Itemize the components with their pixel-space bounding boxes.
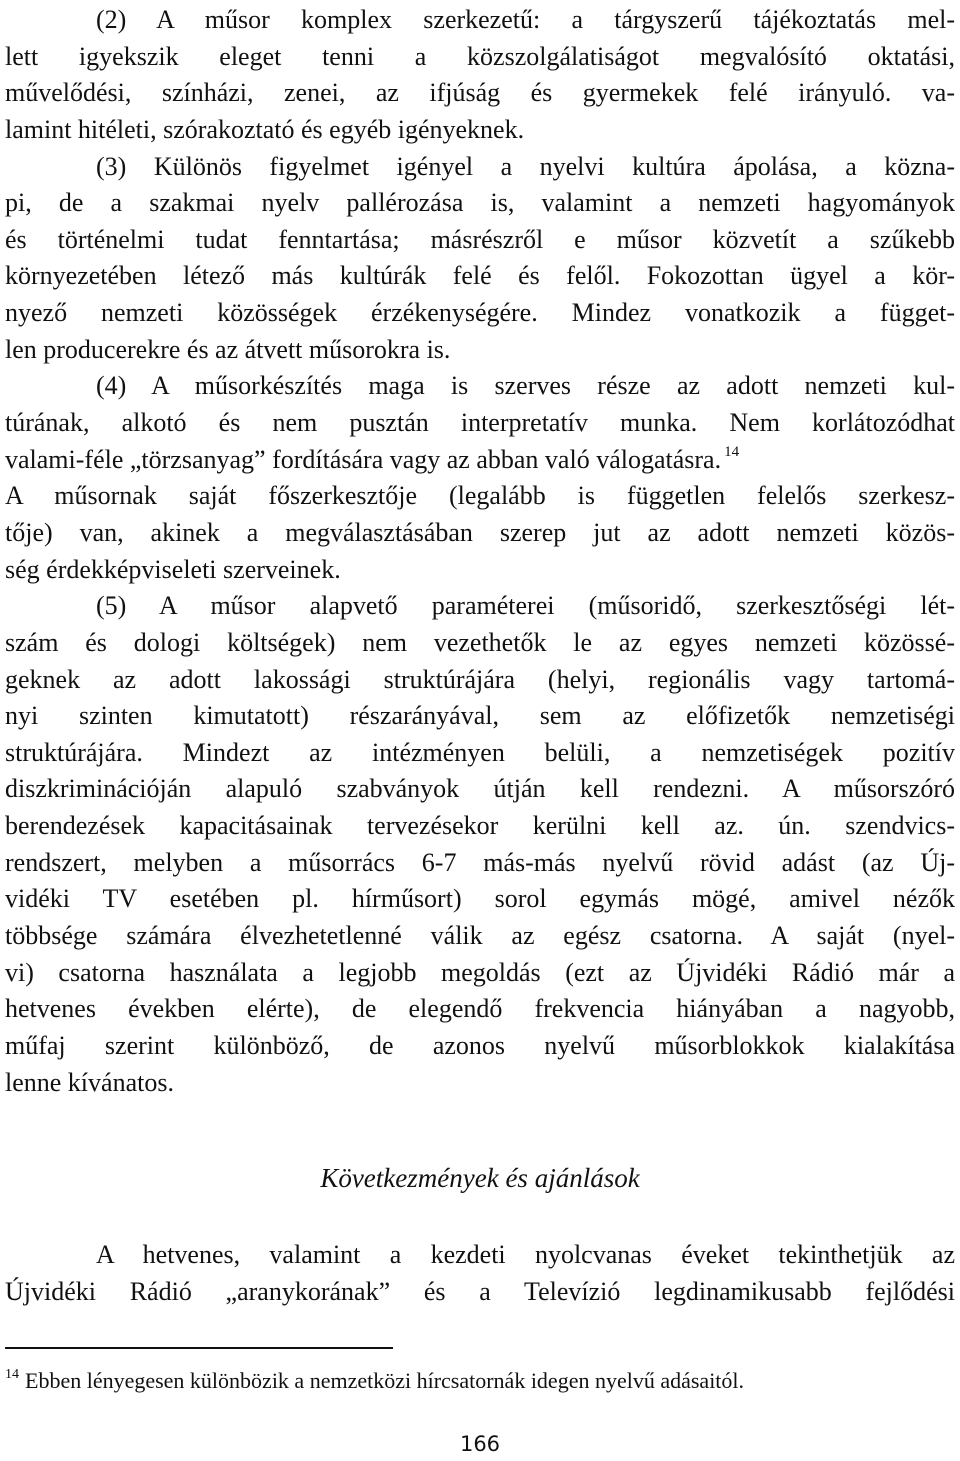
page-number: 166 <box>459 1432 501 1456</box>
text-line: hetvenes években elérte), de elegendő frekvencia hiányában a nagyobb, <box>5 994 955 1024</box>
text-line: lamint hitéleti, szórakoztató és egyéb igényeknek. <box>5 114 525 144</box>
text-line: ség érdekképviseleti szerveinek. <box>5 554 341 584</box>
body-text <box>5 2 955 1101</box>
text-line: (5) A műsor alapvető paraméterei (műsoridő, szerkesztőségi lét- <box>96 591 955 621</box>
text-line: pi, de a szakmai nyelv pallérozása is, valamint a nemzeti hagyományok <box>5 188 955 218</box>
text-line: művelődési, színházi, zenei, az ifjúság és gyermekek felé irányuló. va- <box>5 78 955 108</box>
footnote <box>5 1366 744 1396</box>
text-line: nyező nemzeti közösségek érzékenységére. Mindez vonatkozik a függet- <box>5 298 955 328</box>
text-line: vidéki TV esetében pl. hírműsort) sorol egymás mögé, amivel nézők <box>5 884 955 914</box>
footnote-number: 14 <box>5 1367 19 1382</box>
text-line: nyi szinten kimutatott) részarányával, sem az előfizetők nemzetiségi <box>5 701 955 731</box>
text-line: berendezések kapacitásainak tervezésekor kerülni kell az. ún. szendvics- <box>5 811 955 841</box>
text-line: struktúrájára. Mindezt az intézményen belüli, a nemzetiségek pozitív <box>5 737 955 767</box>
text-line: és történelmi tudat fenntartása; másrészről e műsor közvetít a szűkebb <box>5 224 955 254</box>
footnote-separator <box>5 1347 393 1349</box>
text-line: diszkriminációján alapuló szabványok útján kell rendezni. A műsorszóró <box>5 774 955 804</box>
text-line: szám és dologi költségek) nem vezethetők le az egyes nemzeti közössé- <box>5 627 955 657</box>
footnote-reference: 14 <box>724 443 740 460</box>
text-line: tője) van, akinek a megválasztásában szerep jut az adott nemzeti közös- <box>5 517 955 547</box>
text-line: (4) A műsorkészítés maga is szerves része az adott nemzeti kul- <box>96 371 955 401</box>
text-line: len producerekre és az átvett műsorokra is. <box>5 334 451 364</box>
text-line: lett igyekszik eleget tenni a közszolgálatiságot megvalósító oktatási, <box>5 41 955 71</box>
section-heading: Következmények és ajánlások <box>320 1163 640 1193</box>
text-line: vi) csatorna használata a legjobb megoldás (ezt az Újvidéki Rádió már a <box>5 957 955 987</box>
text-line: A műsornak saját főszerkesztője (legalább is független felelős szerkesz- <box>5 481 955 511</box>
text-line: környezetében létező más kultúrák felé és felől. Fokozottan ügyel a kör- <box>5 261 955 291</box>
text-line: (2) A műsor komplex szerkezetű: a tárgyszerű tájékoztatás mel- <box>96 5 955 34</box>
text-line: A hetvenes, valamint a kezdeti nyolcvanas éveket tekinthetjük az <box>96 1240 955 1269</box>
text-line: geknek az adott lakossági struktúrájára (helyi, regionális vagy tartomá- <box>5 664 955 694</box>
text-line: lenne kívánatos. <box>5 1067 174 1097</box>
text-line: műfaj szerint különböző, de azonos nyelvű műsorblokkok kialakítása <box>5 1030 955 1060</box>
text-line: túrának, alkotó és nem pusztán interpretatív munka. Nem korlátozódhat <box>5 408 955 438</box>
text-line-content: valami-féle „törzsanyag” fordítására vagy az abban való válogatásra. <box>5 444 722 474</box>
text-line: Újvidéki Rádió „aranykorának” és a Televízió legdinamikusabb fejlődési <box>5 1276 955 1306</box>
text-line-with-footnote <box>5 442 955 479</box>
text-line: (3) Különös figyelmet igényel a nyelvi kultúra ápolása, a közna- <box>96 151 955 181</box>
footnote-text: Ebben lényegesen különbözik a nemzetközi hírcsatornák idegen nyelvű adásaitól. <box>25 1368 745 1393</box>
section-body-text <box>5 1237 955 1310</box>
text-line: rendszert, melyben a műsorrács 6-7 más-más nyelvű rövid adást (az Új- <box>5 847 955 877</box>
text-line: többsége számára élvezhetetlenné válik az egész csatorna. A saját (nyel- <box>5 921 955 951</box>
